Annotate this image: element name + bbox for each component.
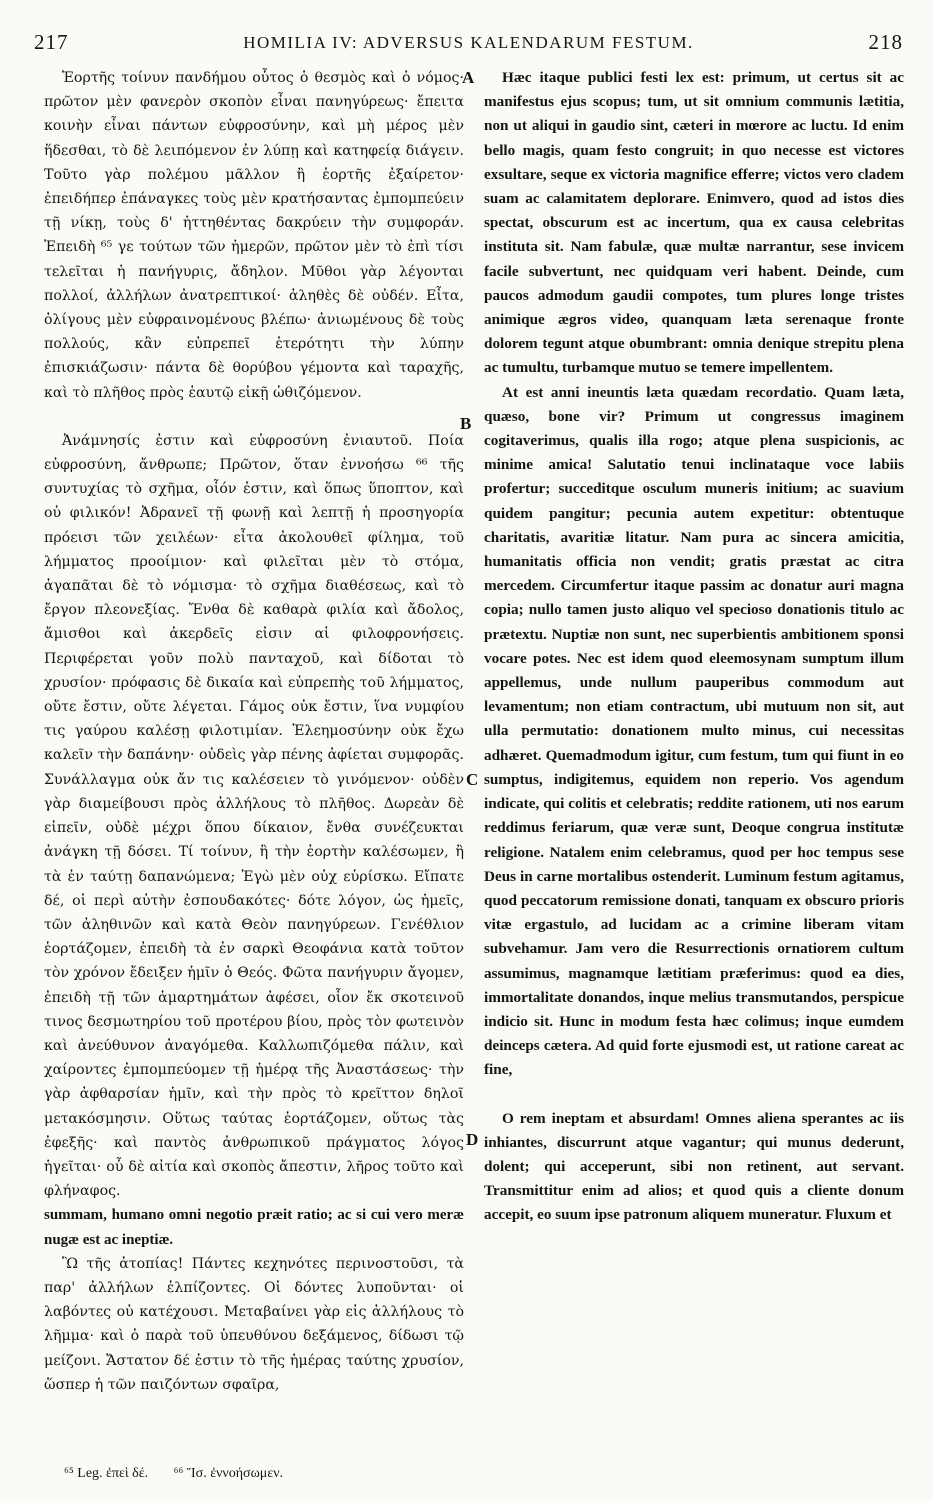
section-marker-d: D (466, 1130, 479, 1149)
greek-column (44, 66, 464, 1397)
section-marker-b: B (460, 414, 472, 433)
section-marker-c: C (466, 770, 479, 789)
footnote-65: ⁶⁵ Leg. ἐπεὶ δέ. (64, 1466, 149, 1481)
page-number-right: 218 (868, 30, 903, 54)
section-marker-a: A (462, 68, 475, 87)
latin-paragraph-2: At est anni ineuntis læta quædam recordatio. Quam læta, quæso, bone vir? Primum ut congressus imaginem cogitaverimus, qualis illa rogo; atque plena suspicionis, ac minime amica! Salutatio tenui inclinataque voce labiis profertur; succeditque osculum muneris initium; ac suavium quidem pangitur; pecunia autem expetitur: obtentuque charitatis, avaritiæ litatur. Nam pura ac sincera amicitia, humanitatis officia non vendit; gratis præstat ac citra mercedem. Circumfertur itaque passim ac donatur auri magna copia; nullo tamen justo aliquo vel specioso donationis titulo ac prætextu. Nuptiæ non sunt, nec superbientis ambitionem sponsi vocare potes. Nec est idem quod eleemosynam sumptum illum appellemus, unde nullum pauperibus commodum aut levamentum; non etiam contractum, ubi mutuum non sit, aut ulla permutatio: donationem multo minus, cui necessitas adhæret. Quemadmodum igitur, cum festum, tum qui fiunt in eo sumptus, indigitemus, equidem non reperio. Vos agendum indicate, qui colitis et celebratis; reddite rationem, uti nos earum reddimus feriarum, quæ veræ sunt, Deoque congrua institutæ religione. Natalem enim celebramus, quod per hoc tempus sese Deus in carne mortalibus ostenderit. Luminum festum agitamus, quod peccatorum remissione donati, tanquam ex obscuro prioris vitæ ergastulo, ad lucidam ac a crimine liberam vitam subvehamur. Jam vero die Resurrectionis ornatiorem cultum assumimus, magnamque lætitiam præferimus: quod ea dies, immortalitate donandos, inque melius transmutandos, perspicue indicio sit. Hunc in modum festa hæc colimus; inque eumdem deinceps cætera. Ad quid forte ejusmodi est, ut ratione careat ac fine, (484, 383, 904, 1079)
latin-continuation: summam, humano omni negotio præit ratio; ac si cui vero meræ nugæ est ac ineptiæ. (44, 1207, 464, 1248)
latin-paragraph-1: Hæc itaque publici festi lex est: primum, ut certus sit ac manifestus ejus scopus; tum, ut sit omnium communis lætitia, non ut aliqui in gaudio sint, cæteri in mœrore ac luctu. Id enim bello magis, quam festo congruit; in quo necesse est victores exsultare, seque ex victoria magnifice efferre; victos vero cladem suam ac calamitatem deplorare. Enimvero, quod ad istos dies spectat, obscurum est ac incertum, qua ex causa celebritas instituta sit. Nam fabulæ, quæ multæ narrantur, sese invicem facile subvertunt, nec quidquam veri habent. Deinde, cum paucos admodum gaudii compotes, tum plures longe tristes animique ægros video, quanquam læta serenaque fronte dolorem tegunt atque obumbrant: omnia denique strepitu plena ac tumultu, turbamque mutuo se temere impellentem. (484, 69, 904, 377)
latin-column (484, 66, 904, 1228)
latin-paragraph-3: O rem ineptam et absurdam! Omnes aliena sperantes ac iis inhiantes, discurrunt atque vagantur; qui munus dederunt, dolent; qui acceperunt, sibi non retinent, aut servant. Transmittitur enim ad alios; et quod quis a cliente donum accepit, eo suum ipse patronum aliquem muneratur. Fluxum et (484, 1109, 904, 1224)
page-header (34, 30, 903, 64)
footnote-66: ⁶⁶ Ἴσ. ἐννοήσωμεν. (173, 1466, 284, 1481)
greek-paragraph-3: Ὢ τῆς ἀτοπίας! Πάντες κεχηνότες περινοστοῦσι, τὰ παρ' ἀλλήλων ἐλπίζοντες. Οἱ δόντες λυποῦνται· οἱ λαβόντες οὐ κατέχουσι. Μεταβαίνει γὰρ εἰς ἀλλήλους τὸ λῆμμα· καὶ ὁ παρὰ τοῦ ὑπευθύνου δεξάμενος, δίδωσι τῷ μείζονι. Ἄστατον δέ ἐστιν τὸ τῆς ἡμέρας ταύτης χρυσίον, ὥσπερ ἡ τῶν παιζόντων σφαῖρα, (44, 1255, 464, 1393)
page-number-left: 217 (34, 30, 69, 54)
footnotes (64, 1466, 305, 1482)
greek-paragraph-1: Ἑορτῆς τοίνυν πανδήμου οὗτος ὁ θεσμὸς καὶ ὁ νόμος· πρῶτον μὲν φανερὸν σκοπὸν εἶναι πανηγύρεως· ἔπειτα κοινὴν εἶναι πάντων εὐφροσύνην, καὶ μὴ μέρος μὲν ἥδεσθαι, τὸ δὲ λειπόμενον ἐν λύπῃ καὶ κατηφείᾳ διάγειν. Τοῦτο γὰρ πολέμου μᾶλλον ἢ ἑορτῆς ἐξαίρετον· ἐπειδήπερ ἐπάναγκες τοὺς μὲν κρατήσαντας ἐμπομπεύειν τῇ νίκῃ, τοὺς δ' ἡττηθέντας δακρύειν τὴν συμφοράν. Ἐπειδὴ ⁶⁵ γε τούτων τῶν ἡμερῶν, πρῶτον μὲν τὸ ἐπὶ τίσι τελεῖται ἡ πανήγυρις, ἄδηλον. Μῦθοι γὰρ λέγονται πολλοί, ἀλλήλων ἀνατρεπτικοί· ἀληθὲς δὲ οὐδέν. Εἶτα, ὀλίγους μὲν εὐφραινομένους βλέπω· ἀνιωμένους δὲ τοὺς πολλούς, κἂν εὐπρεπεῖ ἑτερότητι τὴν λύπην ἐπισκιάζωσιν· πάντα δὲ θορύβου γέμοντα καὶ ταραχῆς, καὶ τὸ πλῆθος πρὸς ἑαυτῷ εἰκῇ ὠθιζόμενον. (44, 70, 464, 401)
running-title: HOMILIA IV: ADVERSUS KALENDARUM FESTUM. (243, 33, 694, 52)
greek-paragraph-2: Ἀνάμνησίς ἐστιν καὶ εὐφροσύνη ἐνιαυτοῦ. Ποία εὐφροσύνη, ἄνθρωπε; Πρῶτον, ὅταν ἐννοήσω ⁶⁶ τῆς συντυχίας τὸ σχῆμα, οἷόν ἐστιν, καὶ ὅπως ὕποπτον, καὶ οὐ φιλικόν! Ἀδρανεῖ τῇ φωνῇ καὶ λεπτῇ ἡ προσηγορία πρόεισι τῶν χειλέων· εἶτα ἀκολουθεῖ φίλημα, τοῦ λήμματος προοίμιον· καὶ φιλεῖται μὲν τὸ στόμα, ἀγαπᾶται δὲ τὸ νόμισμα· τὸ σχῆμα διαθέσεως, καὶ τὸ ἔργον πλεονεξίας. Ἔνθα δὲ καθαρὰ φιλία καὶ ἄδολος, ἄμισθοι καὶ ἀκερδεῖς εἰσιν αἱ φιλοφρονήσεις. Περιφέρεται γοῦν πολὺ πανταχοῦ, καὶ δίδοται τὸ χρυσίον· πρόφασις δὲ δικαία καὶ εὐπρεπὴς τοῦ λήμματος, οὔτε ἔστιν, οὔτε λέγεται. Γάμος οὐκ ἔστιν, ἵνα νυμφίου τις γαύρου καλέσῃ φιλοτιμίαν. Ἐλεημοσύνην οὐκ ἔχω καλεῖν τὴν δαπάνην· οὐδεὶς γὰρ πένης ἀφίεται συμφορᾶς. Συνάλλαγμα οὐκ ἄν τις καλέσειεν τὸ γινόμενον· οὐδὲν γὰρ διαμείβουσι πρὸς ἀλλήλους τὸ πλῆθος. Δωρεὰν δὲ εἰπεῖν, οὐδὲ μέχρι ὅπου δίκαιον, ἔνθα συνέζευκται ἀνάγκη τῇ δόσει. Τί τοίνυν, ἢ τὴν ἑορτὴν καλέσωμεν, ἢ τὰ ἐν ταύτῃ δαπανώμενα; Ἐγὼ μὲν οὐχ εὑρίσκω. Εἴπατε δέ, οἱ περὶ αὐτὴν ἐσπουδακότες· δότε λόγον, ὡς ἡμεῖς, τῶν ἀληθινῶν καὶ κατὰ Θεὸν πανηγύρεων. Γενέθλιον ἑορτάζομεν, ἐπειδὴ τὰ ἐν σαρκὶ Θεοφάνια κατὰ τοῦτον τὸν χρόνον ἔδειξεν ἡμῖν ὁ Θεός. Φῶτα πανήγυριν ἄγομεν, ἐπειδὴ τῇ τῶν ἁμαρτημάτων ἀφέσει, οἷον ἔκ σκοτεινοῦ τινος δεσμωτηρίου τοῦ προτέρου βίου, πρὸς τὸν φωτεινὸν καὶ ἀνεύθυνον ἀναγόμεθα. Καλλωπιζόμεθα πάλιν, καὶ χαίροντες ἐμπομπεύομεν τῇ ἡμέρᾳ τῆς Ἀναστάσεως· τὴν γὰρ ἀφθαρσίαν ἡμῖν, καὶ τὴν πρὸς τὸ κρεῖττον δηλοῖ μετακόσμησιν. Οὕτως ταύτας ἑορτάζομεν, οὕτως τὰς ἐφεξῆς· καὶ παντὸς ἀνθρωπικοῦ πράγματος λόγος ἡγεῖται· οὗ δὲ αἰτία καὶ σκοπὸς ἄπεστιν, λῆρος τοῦτο καὶ φλήναφος. (44, 432, 464, 1200)
